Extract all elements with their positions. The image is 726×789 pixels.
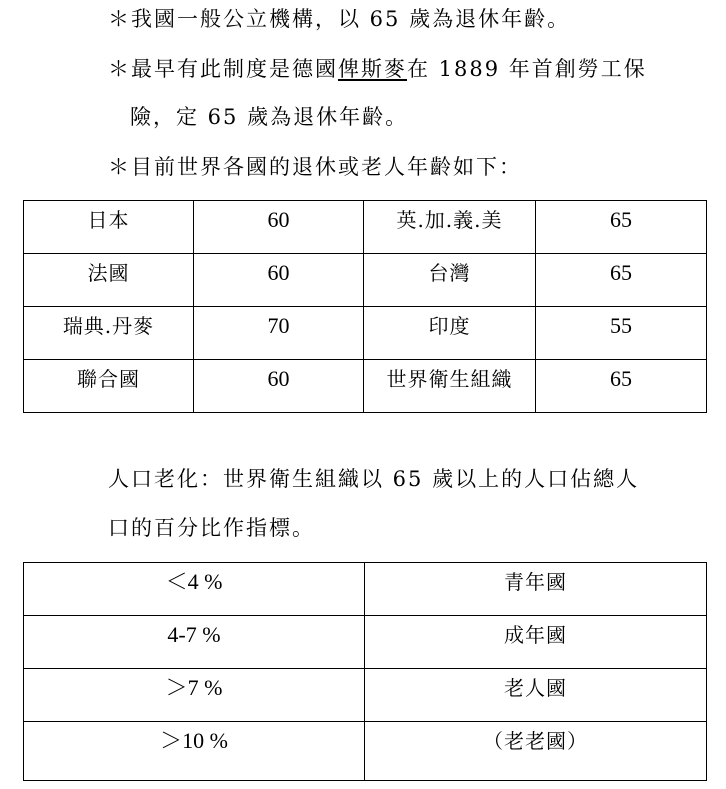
percent-cell: ＞10 % (24, 722, 365, 781)
table-row (24, 254, 707, 307)
age-cell: 60 (194, 254, 364, 307)
country-cell: 印度 (364, 307, 536, 360)
percent-cell: 4-7 % (24, 616, 365, 669)
table-row (24, 669, 707, 722)
aging-classification-table (23, 562, 707, 781)
country-cell: 日本 (24, 201, 194, 254)
intro-line-2-after: 在 1889 年首創勞工保 (407, 57, 647, 81)
country-cell: 英.加.義.美 (364, 201, 536, 254)
country-cell: 台灣 (364, 254, 536, 307)
country-cell: 法國 (24, 254, 194, 307)
age-cell: 65 (536, 360, 707, 413)
country-cell: 世界衛生組織 (364, 360, 536, 413)
age-cell: 65 (536, 201, 707, 254)
country-cell: 聯合國 (24, 360, 194, 413)
intro-line-4: ＊目前世界各國的退休或老人年齡如下： (108, 155, 522, 179)
country-cell: 瑞典.丹麥 (24, 307, 194, 360)
age-cell: 60 (194, 201, 364, 254)
aging-text-line-2: 口的百分比作指標。 (108, 516, 315, 540)
category-cell: 青年國 (365, 563, 707, 616)
category-cell: 成年國 (365, 616, 707, 669)
table-row (24, 563, 707, 616)
table-row (24, 722, 707, 781)
intro-line-3: 險，定 65 歲為退休年齡。 (130, 105, 409, 129)
table-row (24, 360, 707, 413)
intro-line-2-before: ＊最早有此制度是德國 (108, 57, 338, 81)
retirement-age-table (23, 200, 707, 413)
table-row (24, 307, 707, 360)
age-cell: 65 (536, 254, 707, 307)
category-cell: 老人國 (365, 669, 707, 722)
percent-cell: ＜4 % (24, 563, 365, 616)
bismarck-name: 俾斯麥 (338, 57, 407, 81)
table-row (24, 616, 707, 669)
age-cell: 70 (194, 307, 364, 360)
age-cell: 60 (194, 360, 364, 413)
intro-line-2 (108, 56, 647, 82)
age-cell: 55 (536, 307, 707, 360)
category-cell: （老老國） (365, 722, 707, 781)
table-row (24, 201, 707, 254)
aging-text-line-1: 人口老化：世界衛生組織以 65 歲以上的人口佔總人 (108, 467, 640, 491)
percent-cell: ＞7 % (24, 669, 365, 722)
intro-line-1: ＊我國一般公立機構，以 65 歲為退休年齡。 (108, 7, 571, 31)
